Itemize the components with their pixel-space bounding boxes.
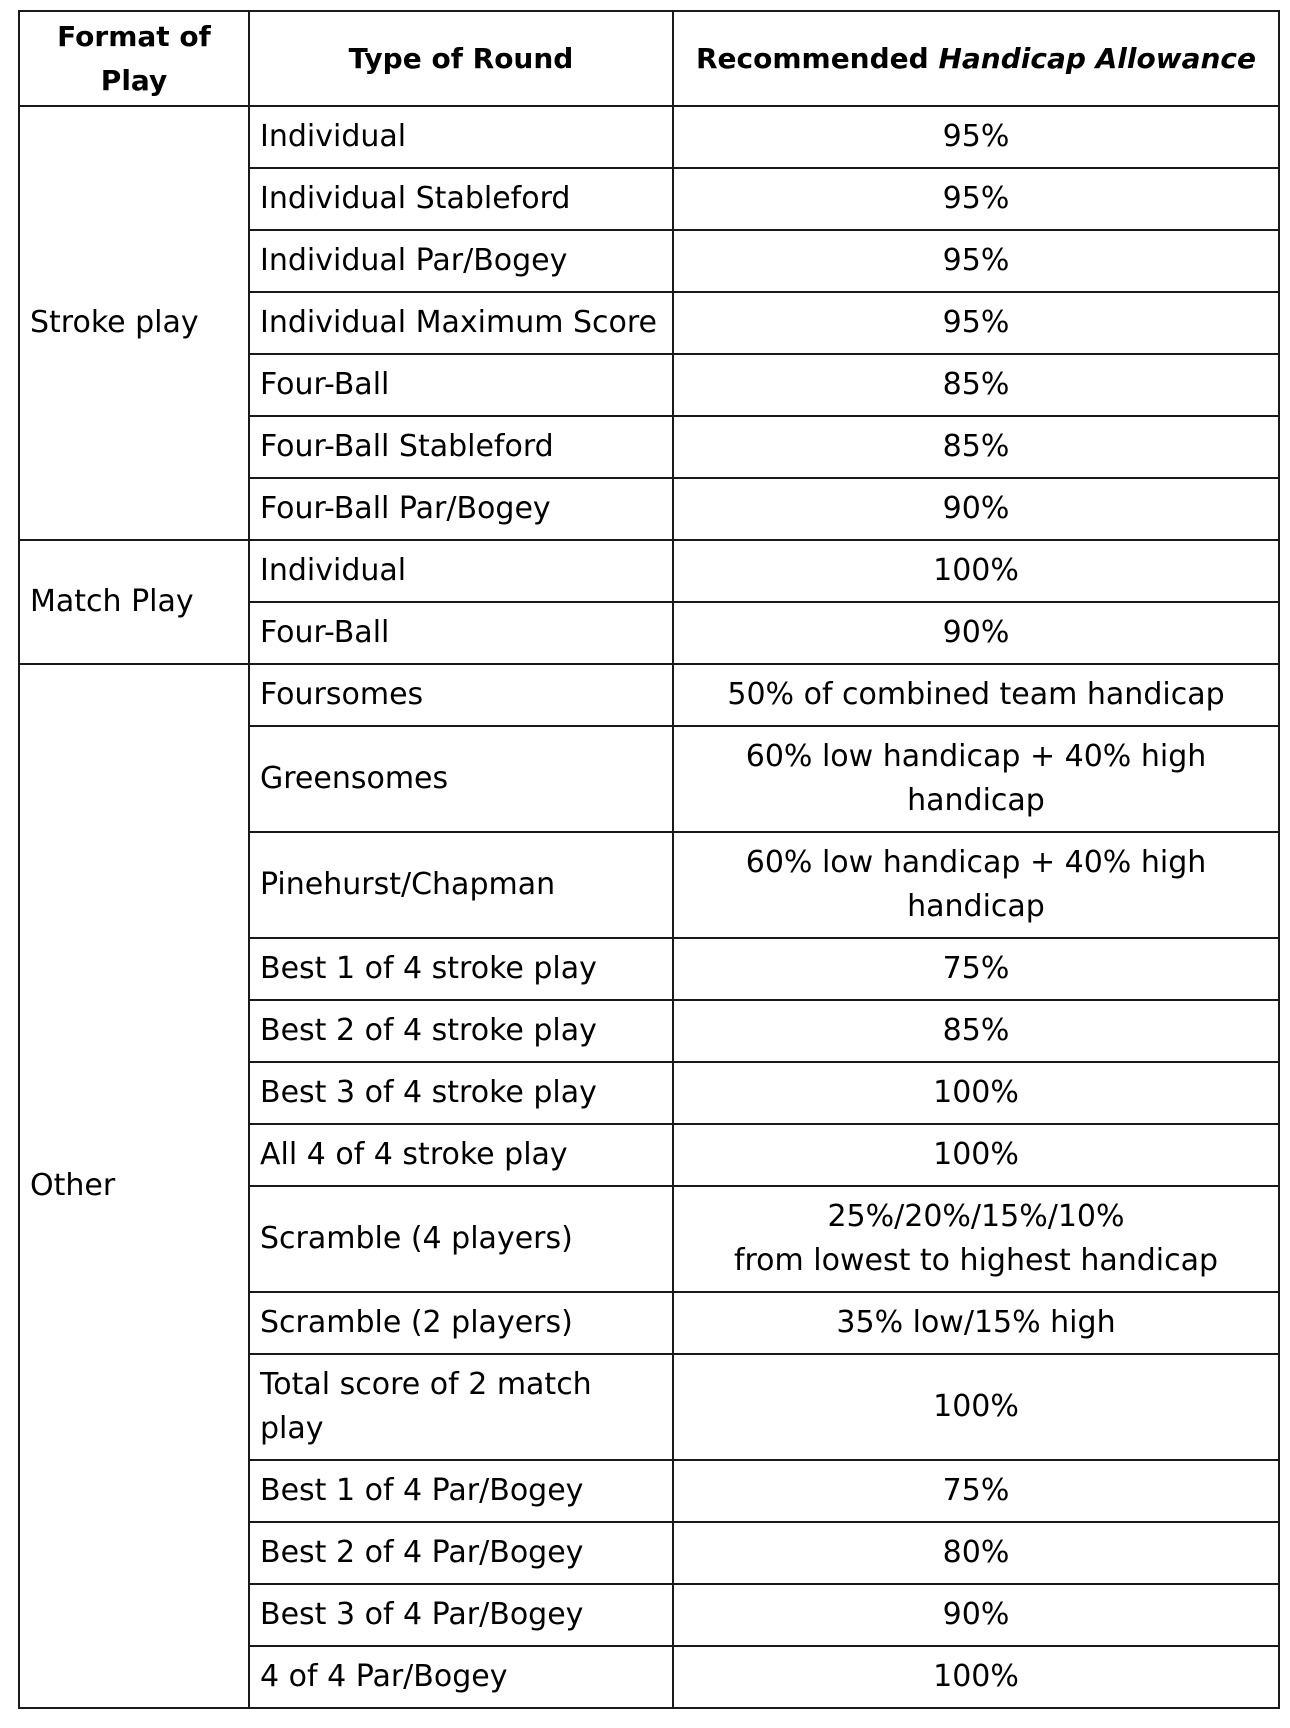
- type-of-round-cell: Individual Maximum Score: [249, 292, 673, 354]
- handicap-allowance-cell: 100%: [673, 1124, 1279, 1186]
- handicap-allowance-cell: 90%: [673, 478, 1279, 540]
- format-of-play-cell: Stroke play: [19, 106, 249, 540]
- type-of-round-cell: Best 2 of 4 Par/Bogey: [249, 1522, 673, 1584]
- handicap-allowance-cell: 60% low handicap + 40% high handicap: [673, 832, 1279, 938]
- type-of-round-cell: Four-Ball: [249, 354, 673, 416]
- header-allowance-italic: Handicap Allowance: [938, 41, 1257, 75]
- type-of-round-cell: 4 of 4 Par/Bogey: [249, 1646, 673, 1708]
- handicap-allowance-cell: 80%: [673, 1522, 1279, 1584]
- type-of-round-cell: Scramble (4 players): [249, 1186, 673, 1292]
- type-of-round-cell: Best 1 of 4 Par/Bogey: [249, 1460, 673, 1522]
- type-of-round-cell: Individual Par/Bogey: [249, 230, 673, 292]
- type-of-round-cell: Four-Ball: [249, 602, 673, 664]
- header-row: [19, 11, 1279, 106]
- handicap-allowance-cell: 95%: [673, 106, 1279, 168]
- type-of-round-cell: Total score of 2 match play: [249, 1354, 673, 1460]
- header-allowance-prefix: Recommended: [695, 41, 929, 75]
- header-format-of-play: Format of Play: [19, 11, 249, 106]
- format-of-play-cell: Other: [19, 664, 249, 1708]
- handicap-allowance-cell: 100%: [673, 1062, 1279, 1124]
- type-of-round-cell: Four-Ball Par/Bogey: [249, 478, 673, 540]
- handicap-allowance-cell: 75%: [673, 938, 1279, 1000]
- handicap-allowance-cell: 75%: [673, 1460, 1279, 1522]
- table-row: [19, 540, 1279, 602]
- handicap-allowance-cell: 60% low handicap + 40% high handicap: [673, 726, 1279, 832]
- type-of-round-cell: Best 3 of 4 Par/Bogey: [249, 1584, 673, 1646]
- handicap-allowance-cell: 100%: [673, 1354, 1279, 1460]
- table-row: [19, 664, 1279, 726]
- handicap-allowance-table: [18, 10, 1280, 1709]
- handicap-allowance-cell: 100%: [673, 1646, 1279, 1708]
- handicap-allowance-cell: 90%: [673, 602, 1279, 664]
- type-of-round-cell: All 4 of 4 stroke play: [249, 1124, 673, 1186]
- handicap-allowance-cell: 35% low/15% high: [673, 1292, 1279, 1354]
- type-of-round-cell: Four-Ball Stableford: [249, 416, 673, 478]
- handicap-allowance-cell: 25%/20%/15%/10% from lowest to highest handicap: [673, 1186, 1279, 1292]
- type-of-round-cell: Pinehurst/Chapman: [249, 832, 673, 938]
- handicap-allowance-cell: 90%: [673, 1584, 1279, 1646]
- handicap-allowance-cell: 85%: [673, 354, 1279, 416]
- handicap-allowance-cell: 95%: [673, 292, 1279, 354]
- type-of-round-cell: Scramble (2 players): [249, 1292, 673, 1354]
- type-of-round-cell: Foursomes: [249, 664, 673, 726]
- type-of-round-cell: Individual: [249, 540, 673, 602]
- type-of-round-cell: Best 2 of 4 stroke play: [249, 1000, 673, 1062]
- type-of-round-cell: Individual Stableford: [249, 168, 673, 230]
- handicap-allowance-cell: 85%: [673, 1000, 1279, 1062]
- handicap-allowance-cell: 95%: [673, 168, 1279, 230]
- handicap-allowance-cell: 95%: [673, 230, 1279, 292]
- format-of-play-cell: Match Play: [19, 540, 249, 664]
- type-of-round-cell: Best 3 of 4 stroke play: [249, 1062, 673, 1124]
- header-type-of-round: Type of Round: [249, 11, 673, 106]
- type-of-round-cell: Greensomes: [249, 726, 673, 832]
- header-recommended-allowance: [673, 11, 1279, 106]
- handicap-allowance-cell: 100%: [673, 540, 1279, 602]
- table-row: [19, 106, 1279, 168]
- handicap-allowance-cell: 50% of combined team handicap: [673, 664, 1279, 726]
- handicap-allowance-cell: 85%: [673, 416, 1279, 478]
- type-of-round-cell: Best 1 of 4 stroke play: [249, 938, 673, 1000]
- type-of-round-cell: Individual: [249, 106, 673, 168]
